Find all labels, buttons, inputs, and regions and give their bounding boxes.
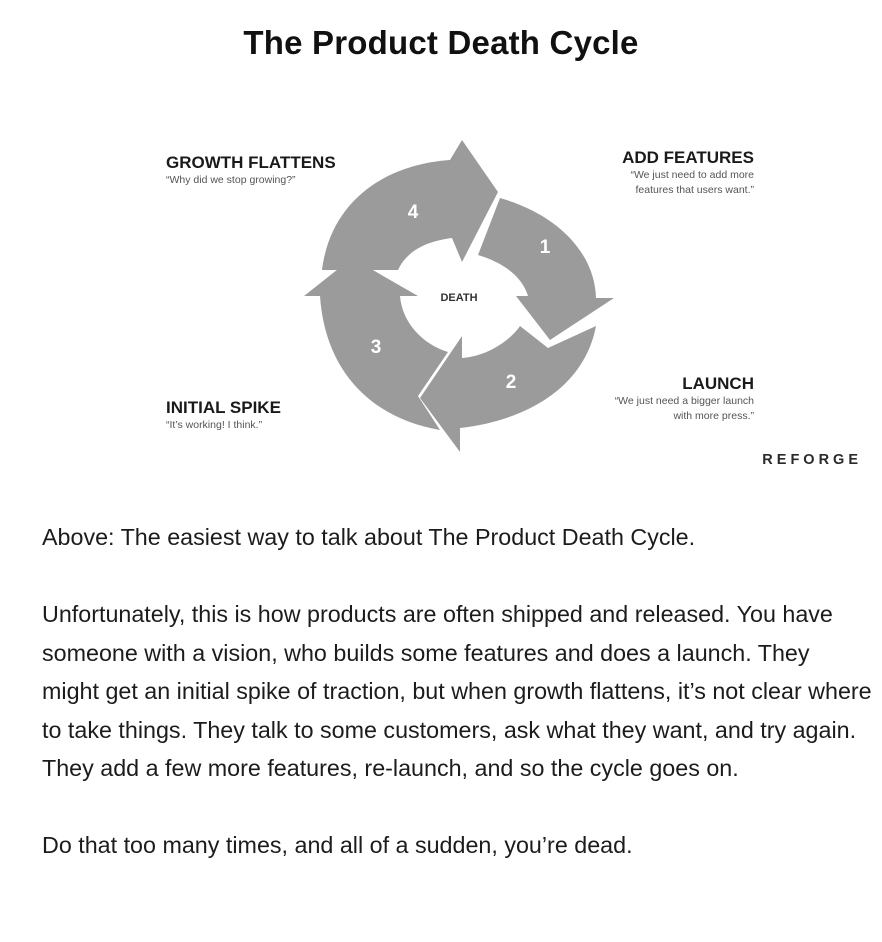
- stage-initial-spike: [166, 398, 281, 433]
- stage-quote: “It’s working! I think.”: [166, 419, 263, 431]
- stage-growth-flattens: [166, 153, 336, 188]
- stage-add-features: [622, 148, 754, 198]
- stage-quote: “We just need a bigger launch with more press.”: [614, 395, 754, 422]
- cycle-number-2: 2: [505, 372, 517, 393]
- paragraph-caption: Above: The easiest way to talk about The Product Death Cycle.: [42, 524, 696, 550]
- cycle-number-4: 4: [407, 202, 419, 223]
- paragraph-explanation: Unfortunately, this is how products are often shipped and released. You have someone with a vision, who builds some features and does a launch. They might get an initial spike of traction, but when growth flattens, it’s not clear where to take things. They talk to some customers, ask what they want, and try again. They add a few more features, re-launch, and so the cycle goes on.: [42, 601, 872, 781]
- stage-heading: GROWTH FLATTENS: [166, 153, 336, 172]
- cycle-arrow-1: [478, 198, 614, 340]
- paragraph-conclusion: Do that too many times, and all of a sudden, you’re dead.: [42, 832, 633, 858]
- cycle-number-3: 3: [370, 337, 382, 358]
- stage-heading: ADD FEATURES: [622, 148, 754, 167]
- stage-quote: “We just need to add more features that users want.”: [630, 169, 754, 196]
- center-label: DEATH: [440, 292, 478, 304]
- brand-logo-text: REFORGE: [762, 452, 862, 468]
- article-body: [42, 518, 872, 865]
- stage-heading: INITIAL SPIKE: [166, 398, 281, 417]
- page-title: The Product Death Cycle: [243, 24, 639, 61]
- cycle-number-1: 1: [539, 237, 551, 258]
- stage-quote: “Why did we stop growing?”: [166, 174, 296, 186]
- stage-heading: LAUNCH: [682, 374, 754, 393]
- stage-launch: [615, 374, 754, 424]
